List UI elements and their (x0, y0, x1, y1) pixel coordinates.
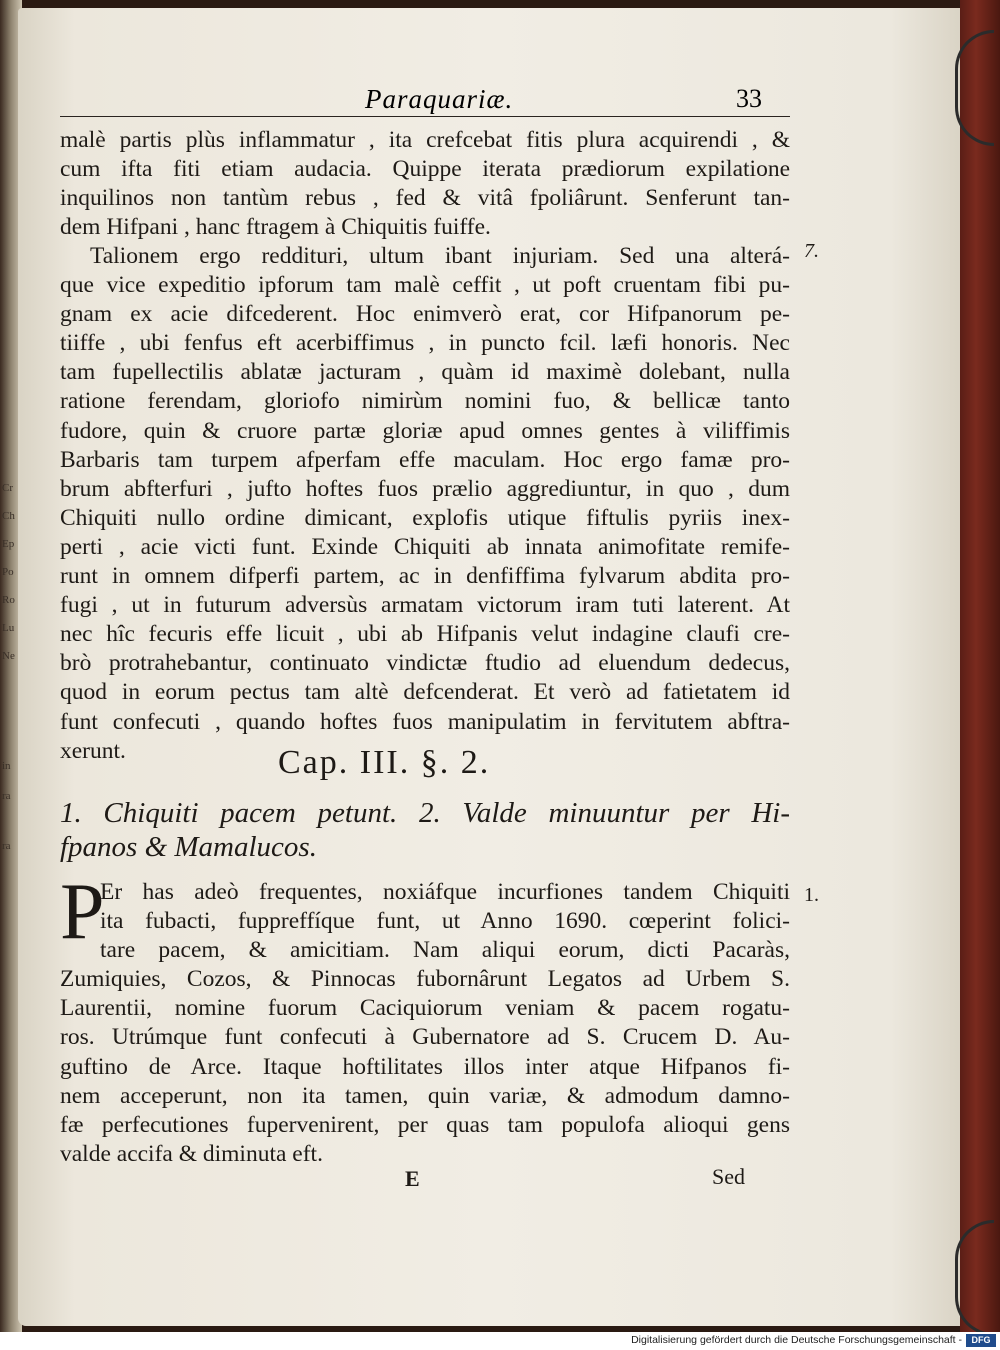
summary-line: fpanos & Mamalucos. (60, 831, 317, 863)
text-line: Barbaris tam turpem afperfam effe maculam. Hoc ergo famæ pro- (60, 446, 790, 473)
page-number: 33 (736, 84, 762, 113)
text-line: malè partis plùs inflammatur , ita crefcebat fitis plura acquirendi , & (60, 127, 790, 153)
text-line: tare pacem, & amicitiam. Nam aliqui eorum, dicti Pacaràs, (100, 937, 790, 964)
funding-credit: Digitalisierung gefördert durch die Deutsche Forschungsgemeinschaft - (631, 1334, 962, 1346)
catchword: Sed (712, 1164, 745, 1189)
page-clip (955, 1220, 994, 1332)
text-line: quod in eorum pectus tam altè defcenderat. Et verò ad fatietatem id (60, 679, 790, 706)
chapter-heading: Cap. III. §. 2. (278, 744, 491, 781)
digitization-footer (0, 1332, 1000, 1350)
text-line: fugi , ut in futurum adversùs armatam victorum iram tuti laterent. At (60, 592, 790, 619)
edge-fragment: Lu (2, 622, 15, 634)
text-line: Er has adeò frequentes, noxiáfque incurfiones tandem Chiquiti (100, 879, 790, 905)
paragraph-7 (60, 242, 790, 766)
drop-cap: P (60, 868, 105, 956)
text-line: valde accifa & diminuta eft. (60, 1140, 323, 1167)
text-line: Chiquiti nullo ordine dimicant, explofis utique fiftulis pyriis inex- (60, 504, 790, 531)
edge-fragment: Po (2, 566, 14, 578)
text-line: perti , acie victi funt. Exinde Chiquiti ab innata animofitate remife- (60, 533, 790, 560)
text-line: que vice expeditio ipforum tam malè ceffit , ut poft cruentam fibi pu- (60, 272, 790, 299)
chapter-summary (60, 796, 790, 864)
edge-fragment: ra (2, 790, 11, 802)
page-clip (955, 30, 994, 146)
edge-fragment: ra (2, 840, 11, 852)
text-line: brum abfterfuri , jufto hoftes fuos prælio aggrediuntur, in quo , dum (60, 475, 790, 502)
text-line: brò protrahebantur, continuato vindictæ ftudio ad eluendum dedecus, (60, 650, 790, 677)
edge-fragment: Ne (2, 650, 15, 662)
summary-line: 1. Chiquiti pacem petunt. 2. Valde minuuntur per Hi- (60, 797, 790, 829)
text-line: nec hîc fecuris effe licuit , ubi ab Hifpanis velut indagine claufi cre- (60, 621, 790, 648)
text-line: fæ perfecutiones fupervenirent, per quas tam populofa alioqui gens (60, 1111, 790, 1138)
text-line: tam fupellectilis ablatæ jacturam , quàm id maximè dolebant, nulla (60, 359, 790, 386)
margin-note-1: 1. (804, 884, 819, 906)
text-line: ita fubacti, fuppreffíque funt, ut Anno 1690. cœperint folici- (100, 908, 790, 935)
text-line: tiiffe , ubi fenfus eft acerbiffimus , in puncto fcil. læfi honoris. Nec (60, 330, 790, 357)
text-line: Talionem ergo reddituri, ultum ibant injuriam. Sed una alterá- (90, 243, 790, 269)
text-line: fudore, quin & cruore partæ gloriæ apud omnes gentes à viliffimis (60, 417, 790, 444)
running-title: Paraquariæ. (365, 84, 514, 114)
edge-fragment: Ro (2, 594, 15, 606)
text-line: gnam ex acie difcederent. Hoc enimverò erat, cor Hifpanorum pe- (60, 301, 790, 328)
signature-mark: E (405, 1166, 420, 1191)
text-line: ratione ferendam, gloriofo nimirùm nomini fuo, & bellicæ tanto (60, 388, 790, 415)
text-line: Laurentii, nomine fuorum Caciquiorum veniam & pacem rogatu- (60, 995, 790, 1022)
paragraph-continued (60, 126, 790, 242)
text-line: xerunt. (60, 737, 126, 764)
edge-fragment: Ch (2, 510, 15, 522)
dfg-logo: DFG (966, 1334, 996, 1347)
text-line: nem acceperunt, non ita tamen, quin variæ, & admodum damno- (60, 1082, 790, 1109)
text-line: inquilinos non tantùm rebus , fed & vitâ fpoliârunt. Senferunt tan- (60, 185, 790, 212)
running-header (60, 84, 790, 117)
edge-fragment: Ep (2, 538, 15, 550)
section-paragraph (60, 868, 790, 1169)
edge-fragment: in (2, 760, 11, 772)
edge-fragment: Cr (2, 482, 13, 494)
text-line: dem Hifpani , hanc ftragem à Chiquitis fuiffe. (60, 214, 491, 241)
text-line: runt in omnem difperfi partem, ac in denfiffima fylvarum abdita pro- (60, 563, 790, 590)
text-line: guftino de Arce. Itaque hoftilitates illos inter atque Hifpanos fi- (60, 1053, 790, 1080)
text-line: funt confecuti , quando hoftes fuos manipulatim in fervitutem abftra- (60, 708, 790, 735)
text-line: cum ifta fiti etiam audacia. Quippe iterata prædiorum expilatione (60, 156, 790, 183)
book-cover-board (960, 0, 1000, 1332)
text-line: ros. Utrúmque funt confecuti à Gubernatore ad S. Crucem D. Au- (60, 1024, 790, 1051)
text-line: Zumiquies, Cozos, & Pinnocas fubornârunt Legatos ad Urbem S. (60, 966, 790, 993)
margin-note-7: 7. (804, 240, 819, 262)
